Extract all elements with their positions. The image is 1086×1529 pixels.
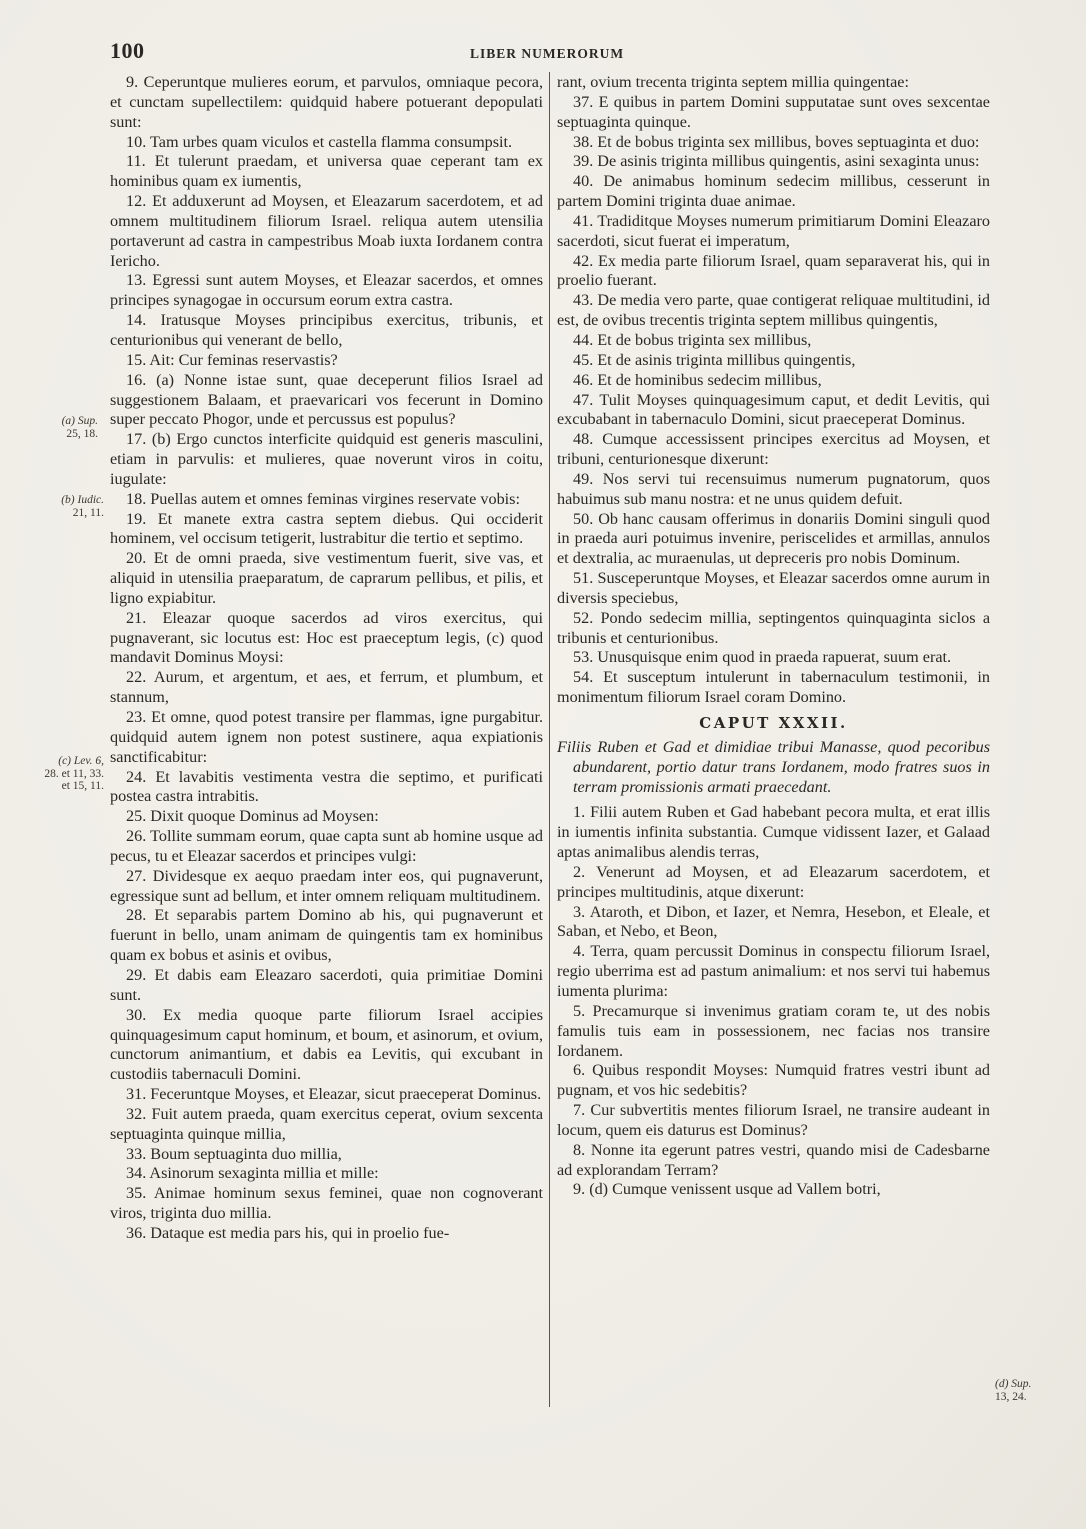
verse: [557, 351, 990, 371]
verse-number: 31.: [126, 1085, 147, 1104]
verse-number: 11.: [126, 152, 146, 171]
margin-note-label: (b) Iudic.: [61, 494, 104, 506]
column-divider: [549, 72, 550, 1407]
verse-text: Pondo sedecim millia, septingentos quinquaginta siclos a tribunis et centurionibus.: [557, 608, 991, 647]
footnote-ref: (c): [486, 628, 505, 647]
margin-note-ref: 25, 18.: [66, 427, 98, 440]
verse-number: 12.: [126, 192, 147, 211]
margin-note-c: [18, 755, 104, 793]
verse-text: Et de bobus triginta sex millibus, boves septuaginta et duo:: [597, 132, 980, 151]
verse-text: Et de omni praeda, sive vestimentum fuerit, sive vas, et aliquid in utensilia praeparatum, de caprarum pellibus, et pilis, et ligno expiabitur.: [110, 549, 543, 607]
verse: [110, 609, 543, 669]
verse-text: De asinis triginta millibus quingentis, asini sexaginta unus:: [597, 152, 980, 171]
verse-number: 29.: [126, 965, 147, 984]
verse-text: Cumque accessissent principes exercitus ad Moysen, et tribuni, centurionesque dixerunt:: [557, 430, 990, 469]
chapter-verses: [557, 803, 990, 1200]
verse-number: 2.: [573, 862, 586, 881]
verse-text: Dividesque ex aequo praedam inter eos, qui pugnaverunt, egressique sunt ad bellum, et inter omnem reliquam multitudinem.: [110, 866, 543, 905]
verse: [110, 1164, 543, 1184]
verse-number: 41.: [573, 211, 594, 230]
verse: [557, 430, 990, 470]
verse-number: 10.: [126, 132, 147, 151]
verse-number: 37.: [573, 92, 594, 111]
verse-number: 39.: [573, 152, 594, 171]
verse: [110, 1145, 543, 1165]
verse-text: Nonne ita egerunt patres vestri, quando misi de Cadesbarne ad explorandam Terram?: [557, 1140, 990, 1179]
verse-text: Unusquisque enim quod in praeda rapuerat, suum erat.: [597, 648, 952, 667]
verse-text: Ait: Cur feminas reservastis?: [149, 350, 338, 369]
verse-number: 23.: [126, 708, 147, 726]
verse-text: Precamurque si invenimus gratiam coram te, ut des nobis famulis tuis eam in possessionem, nec facias nos transire Iordanem.: [557, 1001, 991, 1060]
verse-number: 19.: [126, 509, 147, 528]
verse: [110, 966, 543, 1006]
verse: [557, 863, 990, 903]
verse: [557, 133, 990, 153]
verse-number: 48.: [573, 430, 594, 449]
verse-number: 6.: [573, 1061, 586, 1080]
verse-text: Ataroth, et Dibon, et Iazer, et Nemra, Hesebon, et Eleale, et Saban, et Nebo, et Beon,: [557, 902, 990, 941]
margin-note-label: (a) Sup.: [61, 415, 98, 427]
verse-number: 21.: [126, 608, 147, 627]
footnote-ref: (b): [151, 430, 171, 449]
verse-text: Et manete extra castra septem diebus. Qui occiderit hominem, vel occisum tetigerit, lustrabitur die tertio et septimo.: [110, 509, 543, 548]
margin-note-label: (d) Sup.: [995, 1378, 1032, 1390]
verse-text: Feceruntque Moyses, et Eleazar, sicut praeceperat Dominus.: [150, 1085, 542, 1104]
verse: [557, 331, 990, 351]
verse-number: 16.: [126, 370, 147, 389]
verse: [110, 152, 543, 192]
left-column: [110, 73, 543, 1244]
chapter-summary: Filiis Ruben et Gad et dimidiae tribui Manasse, quod pecoribus abundarent, portio datur trans Iordanem, modo fratres suos in terram promissionis armati praecedant.: [557, 737, 990, 796]
verse-text: Et separabis partem Domino ab his, qui pugnaverunt et fuerunt in bello, unam animam de quingentis tam ex hominibus quam ex bobus et asinis et ovibus,: [110, 906, 543, 965]
verse-continuation: rant, ovium trecenta triginta septem millia quingentae:: [557, 73, 909, 91]
margin-note-a: [28, 415, 98, 440]
verse-number: 15.: [126, 350, 147, 369]
verse: [557, 510, 990, 570]
verse-text: Ceperuntque mulieres eorum, et parvulos, omniaque pecora, et cunctam supellectilem: quidquid habere potuerant depopulati sunt:: [110, 73, 544, 131]
verse: [110, 549, 543, 609]
verse-text: Et de asinis triginta millibus quingentis,: [597, 350, 856, 369]
verse-number: 5.: [573, 1001, 586, 1020]
verse-text: Tam urbes quam viculos et castella flamma consumpsit.: [150, 132, 513, 151]
verse: [557, 1101, 990, 1141]
verse: [110, 73, 543, 133]
verse-text: De animabus hominum sedecim millibus, cesserunt in partem Domini triginta duae animae.: [557, 172, 990, 211]
margin-note-b: [28, 494, 104, 519]
verse-text: Aurum, et argentum, et aes, et ferrum, et plumbum, et stannum,: [110, 668, 544, 707]
verse-number: 9.: [573, 1180, 586, 1199]
margin-note-d: [995, 1378, 1057, 1403]
verse: [557, 252, 990, 292]
verse-number: 46.: [573, 370, 594, 389]
verse-number: 42.: [573, 251, 594, 270]
verse-number: 47.: [573, 390, 594, 409]
verse-text: Cumque venissent usque ad Vallem botri,: [612, 1180, 881, 1199]
verse-number: 28.: [126, 906, 147, 925]
verse-text: Et tulerunt praedam, et universa quae ceperant tam ex hominibus quam ex iumentis,: [110, 152, 543, 191]
verse: [110, 906, 543, 966]
verse-text: quod mandavit Dominus Moysi:: [110, 628, 544, 667]
verse: [110, 430, 543, 490]
book-title: LIBER NUMERORUM: [470, 46, 625, 61]
verse-number: 3.: [573, 902, 586, 921]
verse-text: Susceperuntque Moyses, et Eleazar sacerdos omne aurum in diversis speciebus,: [557, 569, 991, 607]
verse: [557, 668, 990, 708]
verse-text: Ergo cunctos interficite quidquid est generis masculini, etiam in parvulis: et mulieres, quae noverunt viros in coitu, iugulate:: [110, 430, 544, 488]
verse-text: Eleazar quoque sacerdos ad viros exercitus, qui pugnaverant, sic locutus est: Hoc est praeceptum legis,: [110, 608, 543, 647]
verse-text: Et adduxerunt ad Moysen, et Eleazarum sacerdotem, et ad omnem multitudinem filiorum Israel. reliqua autem utensilia portaverunt ad castra in campestribus Moab iuxta Iordanem contra Iericho.: [110, 192, 544, 270]
verse-number: 53.: [573, 648, 594, 667]
verse-number: 34.: [126, 1164, 147, 1183]
verse-text: Fuit autem praeda, quam exercitus ceperat, ovium sexcenta septuaginta quinque millia,: [110, 1104, 544, 1143]
verse-number: 51.: [573, 569, 594, 588]
chapter-heading: CAPUT XXXII.: [699, 714, 848, 732]
verse: [557, 172, 990, 212]
verse: [557, 371, 990, 391]
verse: [110, 1184, 543, 1224]
verse: [110, 192, 543, 271]
verse-number: 36.: [126, 1223, 147, 1242]
verse-number: 1.: [573, 803, 586, 822]
verse-number: 17.: [126, 430, 147, 449]
verse-number: 44.: [573, 330, 594, 349]
verse: [557, 291, 990, 331]
verse-text: Tradiditque Moyses numerum primitiarum Domini Eleazaro sacerdoti, sicut fuerat ei imperatum,: [557, 211, 990, 250]
verse: [110, 133, 543, 153]
verse-number: 20.: [126, 549, 147, 568]
verse-number: 24.: [126, 767, 147, 786]
verse-text: Et de hominibus sedecim millibus,: [597, 370, 822, 389]
verse: [557, 903, 990, 943]
verse: [110, 668, 543, 708]
verse: [557, 1002, 990, 1062]
verse: [557, 803, 990, 863]
verse-text: Nos servi tui recensuimus numerum pugnatorum, quos habuimus sub manu nostra: et ne unus quidem defuit.: [557, 469, 991, 508]
verse: [557, 1061, 990, 1101]
verse-number: 43.: [573, 291, 594, 310]
verse-text: Egressi sunt autem Moyses, et Eleazar sacerdos, et omnes principes synagogae in occursum eorum extra castra.: [110, 271, 543, 310]
verse-text: Nonne istae sunt, quae deceperunt filios Israel ad suggestionem Balaam, et praevaricari vos fecerunt in Domino super peccato Phogor, unde et percussus est populus?: [110, 370, 543, 429]
footnote-ref: (a): [156, 370, 175, 389]
verse: [110, 371, 543, 431]
verse-number: 52.: [573, 608, 594, 627]
verse-number: 22.: [126, 668, 147, 687]
verse-number: 7.: [573, 1101, 586, 1120]
verse: [110, 510, 543, 550]
verse-text: Ex media parte filiorum Israel, quam separaverat his, qui in proelio fuerant.: [557, 251, 990, 290]
verse-number: 14.: [126, 311, 147, 330]
verse-number: 30.: [126, 1005, 147, 1024]
verse-number: 45.: [573, 350, 594, 369]
margin-note-ref: 21, 11.: [72, 506, 104, 519]
verse: [557, 470, 990, 510]
verse: [110, 708, 543, 768]
verse-number: 49.: [573, 469, 594, 488]
verse: [557, 1180, 990, 1200]
verse: [557, 609, 990, 649]
verse: [110, 271, 543, 311]
verse-text: Et susceptum intulerunt in tabernaculum testimonii, in monimentum filiorum Israel coram Domino.: [557, 668, 991, 707]
verse-number: 26.: [126, 827, 147, 846]
verse-text: Puellas autem et omnes feminas virgines reservate vobis:: [150, 489, 520, 508]
verse-text: Et lavabitis vestimenta vestra die septimo, et purificati postea castra intrabitis.: [110, 767, 544, 806]
verse-number: 27.: [126, 866, 147, 885]
verse-text: Boum septuaginta duo millia,: [150, 1144, 342, 1163]
verse: [110, 827, 543, 867]
verse: [110, 1006, 543, 1085]
verse-text: Terra, quam percussit Dominus in conspectu filiorum Israel, regio uberrima est ad pastum animalium: et nos servi tui habemus iumenta plurima:: [557, 942, 990, 1000]
verse-number: 25.: [126, 807, 147, 826]
verse-number: 35.: [126, 1184, 147, 1203]
verse-number: 8.: [573, 1140, 586, 1159]
verse-text: Ob hanc causam offerimus in donariis Domini singuli quod in praeda auri potuimus invenire, periscelides et armillas, annulos et dextralia, ac muraenulas, ut depreceris pro nobis Dominum.: [557, 509, 990, 568]
verse: [110, 351, 543, 371]
verse-text: De media vero parte, quae contigerat reliquae multitudini, id est, de ovibus trecentis triginta septem millibus quingentis,: [557, 291, 990, 330]
verse-number: 18.: [126, 489, 147, 508]
right-verses: [557, 93, 990, 708]
verse-number: 32.: [126, 1104, 147, 1123]
footnote-ref: (d): [589, 1180, 609, 1199]
verse-text: Quibus respondit Moyses: Numquid fratres vestri ibunt ad pugnam, et vos hic sedebitis?: [557, 1061, 990, 1100]
verse-number: 13.: [126, 271, 147, 290]
verse-text: Asinorum sexaginta millia et mille:: [149, 1164, 379, 1183]
verse: [557, 1141, 990, 1181]
verse: [110, 867, 543, 907]
verse: [110, 1105, 543, 1145]
verse: [557, 942, 990, 1002]
verse-text: Cur subvertitis mentes filiorum Israel, ne transire audeant in locum, quem eis daturus est Dominus?: [557, 1101, 990, 1139]
verse-number: 33.: [126, 1144, 147, 1163]
verse-text: Dixit quoque Dominus ad Moysen:: [150, 807, 379, 826]
verse-number: 50.: [573, 509, 594, 528]
verse-text: Et omne, quod potest transire per flammas, igne purgabitur. quidquid autem ignem non potest sustinere, aqua expiationis sanctificabitur:: [110, 708, 544, 766]
verse: [110, 807, 543, 827]
margin-note-ref: et 15, 11.: [61, 780, 104, 792]
verse: [110, 311, 543, 351]
verse-number: 54.: [573, 668, 594, 687]
verse-text: Dataque est media pars his, qui in proelio fue-: [150, 1223, 450, 1242]
verse-number: 4.: [573, 942, 586, 961]
verse-text: Tollite summam eorum, quae capta sunt ab homine usque ad pecus, tu et Eleazar sacerdos et principes vulgi:: [110, 827, 543, 865]
right-column: [557, 73, 990, 1200]
verse: [557, 152, 990, 172]
verse-text: Et de bobus triginta sex millibus,: [597, 330, 812, 349]
margin-note-label: (c) Lev. 6,: [58, 755, 104, 767]
verse-text: Filii autem Ruben et Gad habebant pecora multa, et erat illis in iumentis infinita substantia. Cumque vidissent Iazer, et Galaad aptas animalibus alendis terras,: [557, 803, 990, 862]
verse-number: 40.: [573, 172, 594, 191]
page-number: 100: [110, 38, 145, 63]
verse-text: E quibus in partem Domini supputatae sunt oves sexcentae septuaginta quinque.: [557, 92, 990, 131]
verse: [110, 490, 543, 510]
running-head: [108, 38, 988, 64]
verse: [557, 648, 990, 668]
verse: [110, 768, 543, 808]
verse-text: Et dabis eam Eleazaro sacerdoti, quia primitiae Domini sunt.: [110, 965, 544, 1004]
verse: [110, 1085, 543, 1105]
verse-text: Animae hominum sexus feminei, quae non cognoverant viros, triginta duo millia.: [110, 1184, 543, 1223]
verse: [110, 1224, 543, 1244]
verse-text: Ex media quoque parte filiorum Israel accipies quinquagesimum caput hominum, et boum, et asinorum, et ovium, cunctorum animantium, et dabis ea Levitis, qui excubant in custodiis tabernaculi Domini.: [110, 1005, 543, 1084]
verse-text: Venerunt ad Moysen, et ad Eleazarum sacerdotem, et principes multitudinis, atque dixerunt:: [557, 862, 990, 901]
margin-note-ref: 28. et 11, 33.: [44, 767, 104, 780]
verse: [557, 569, 990, 609]
verse: [557, 93, 990, 133]
verse: [557, 391, 990, 431]
verse-text: Iratusque Moyses principibus exercitus, tribunis, et centurionibus qui venerant de bello,: [110, 311, 543, 349]
verse-number: 38.: [573, 132, 594, 151]
verse-text: Tulit Moyses quinquagesimum caput, et dedit Levitis, qui excubabant in tabernaculo Domini, sicut praeceperat Dominus.: [557, 390, 990, 429]
verse-number: 9.: [126, 73, 139, 91]
margin-note-ref: 13, 24.: [995, 1390, 1027, 1403]
verse: [557, 212, 990, 252]
